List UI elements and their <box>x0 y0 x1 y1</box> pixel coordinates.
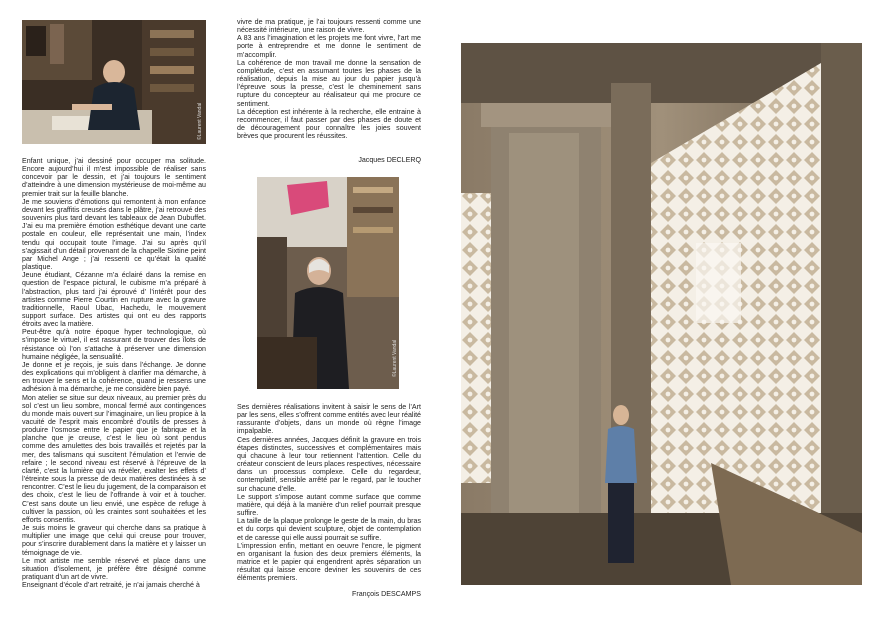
signature-francois: François DESCAMPS <box>352 590 421 598</box>
portrait-photo <box>257 177 399 389</box>
text-column-left <box>22 157 206 589</box>
paragraph: Je suis moins le graveur qui cherche dans sa pratique à multiplier une image que celui qui creuse pour trouver, pour s’inscrire durablement dans la matière et y laisser un témoignage de vie. <box>22 524 206 557</box>
photo-credit: ©Laurent Vandal <box>392 339 398 377</box>
paragraph: L’impression enfin, mettant en oeuvre l’encre, le pigment en organisant la fusion des deux premiers éléments, la matrice et le papier qui engendrent après séparation un résultat qui laisse encore deviner les souvenirs de ces éléments premiers. <box>237 541 421 583</box>
paragraph: La déception est inhérente à la recherche, elle entraine à recommencer, il faut passer par des phases de doute et de découragement pour connaître les joies souvent brèves que procurent les réussites. <box>237 107 421 141</box>
paragraph: La taille de la plaque prolonge le geste de la main, du bras et du corps qui devient sculpture, objet de contemplation et de caresse qui elle aussi pourrait se suffire. <box>237 517 421 542</box>
paragraph: vivre de ma pratique, je l’ai toujours ressenti comme une nécessité intérieure, une raison de vivre. <box>237 18 421 35</box>
paragraph: Peut-être qu’à notre époque hyper technologique, où s’impose le virtuel, il est rassurant de trouver des îlots de résistance où l’on s’attache à préserver une dimension humaine négligée, la sensualité. <box>22 328 206 361</box>
photo-credit: ©Laurent Vandal <box>197 102 203 140</box>
church-installation-photo <box>461 43 862 585</box>
text-column-middle-top <box>237 18 421 140</box>
signature-jacques: Jacques DECLERQ <box>358 156 421 164</box>
workshop-photo <box>22 20 206 144</box>
paragraph: Mon atelier se situe sur deux niveaux, au premier près du sol c’est un lieu sombre, moncal fermé aux contingences du monde mais ouvert sur l’imaginaire, un lieu propice à la vacuité de l’esprit mais encombré d’outils de presses à produire l’osmose entre le papier que je fabrique et la planche que je creuse, c’est le lieu où sont pendus comme des amulettes des bois travaillés et rejetés par la mer, des talismans qui suscitent l’émulation et l’envie de refaire ; le second niveau est réservé à l’épreuve de la clarté, c’est la lumière qui va révéler, exalter les effets d’ l’étreinte sous la presse de deux matières destinées à se rencontrer. C’est le lieu du jugement, de la comparaison et des choix, c’est le lieu de l’offrande à voir et à toucher. C’est sans doute un lieu envié, une espèce de refuge à cultiver la passion, où les craintes sont souhaitées et les efforts consentis. <box>22 393 206 524</box>
paragraph: Je me souviens d’émotions qui remontent à mon enfance devant les graffitis creusés dans le plâtre, j’ai retrouvé des souvenirs plus tard devant les tableaux de Jean Dubuffet. J’ai eu ma première émotion esthétique devant une carte postale en couleur, elle représentait une main, l’index tendu qui occupait toute l’image. J’ai su après qu’il s’agissait d’un détail provenant de la chapelle Sixtine peint par Michel Ange ; j’ai ressenti ce qu’était la qualité plastique. <box>22 197 206 272</box>
paragraph: Le mot artiste me semble réservé et place dans une situation d’isolement, je préfère être désigné comme pratiquant d’un art de vivre. <box>22 556 206 581</box>
paragraph: Jeune étudiant, Cézanne m’a éclairé dans la remise en question de l’espace pictural, le cubisme m’a préparé à l’abstraction, plus tard j’ai éprouvé d’ l’intérêt pour des artistes comme Pierre Courtin en rupture avec la gravure traditionnelle, Raoul Ubac, Hachedu, le mouvement support surface. Des artistes qui ont eu des rapports étroits avec la matière. <box>22 271 206 329</box>
paragraph: La cohérence de mon travail me donne la sensation de complétude, c’est en assumant toutes les phases de la réalisation, depuis la mise au jour du papier jusqu’à l’épreuve sous la presse, c’est le cheminement sans rupture du concepteur au réalisateur qui me procure ce sentiment. <box>237 58 421 108</box>
paragraph: Enfant unique, j’ai dessiné pour occuper ma solitude. Encore aujourd’hui il m’est impossible de réaliser sans concevoir par le dessin, et j’ai toujours le sentiment d’atteindre à une dimension mystérieuse de moi-même au premier trait sur la feuille blanche. <box>22 157 206 198</box>
paragraph: Le support s’impose autant comme surface que comme matière, qui déjà à la manière d’un relief pourrait presque suffire. <box>237 492 421 518</box>
paragraph: Ces dernières années, Jacques définit la gravure en trois étapes distinctes, successives et complémentaires mais qui chacune à leur tour retiennent l’attention. Celle du créateur conscient de leurs places respectives, nécessaire dans un processus complexe. Celle du regardeur, contemplatif, sensible arrêté par le regard, par le toucher sur chacune d’elle. <box>237 435 421 493</box>
paragraph: A 83 ans l’imagination et les projets me font vivre, l’art me porte à entreprendre et me donne le sentiment de m’accomplir. <box>237 34 421 59</box>
paragraph: Je donne et je reçois, je suis dans l’échange. Je donne des explications qui m’obligent à clarifier ma démarche, à en trouver le sens et la cohérence, quand je ressens une adhésion à ma démarche, je me considère bien payé. <box>22 360 206 394</box>
paragraph: Ses dernières réalisations invitent à saisir le sens de l’Art par les sens, elles s’offrent comme entités avec leur réalité rassurante d’objets, dans un monde où règne l’image impalpable. <box>237 403 421 436</box>
text-column-middle-bottom <box>237 403 421 582</box>
paragraph: Enseignant d’école d’art retraité, je n’ai jamais cherché à <box>22 581 200 590</box>
